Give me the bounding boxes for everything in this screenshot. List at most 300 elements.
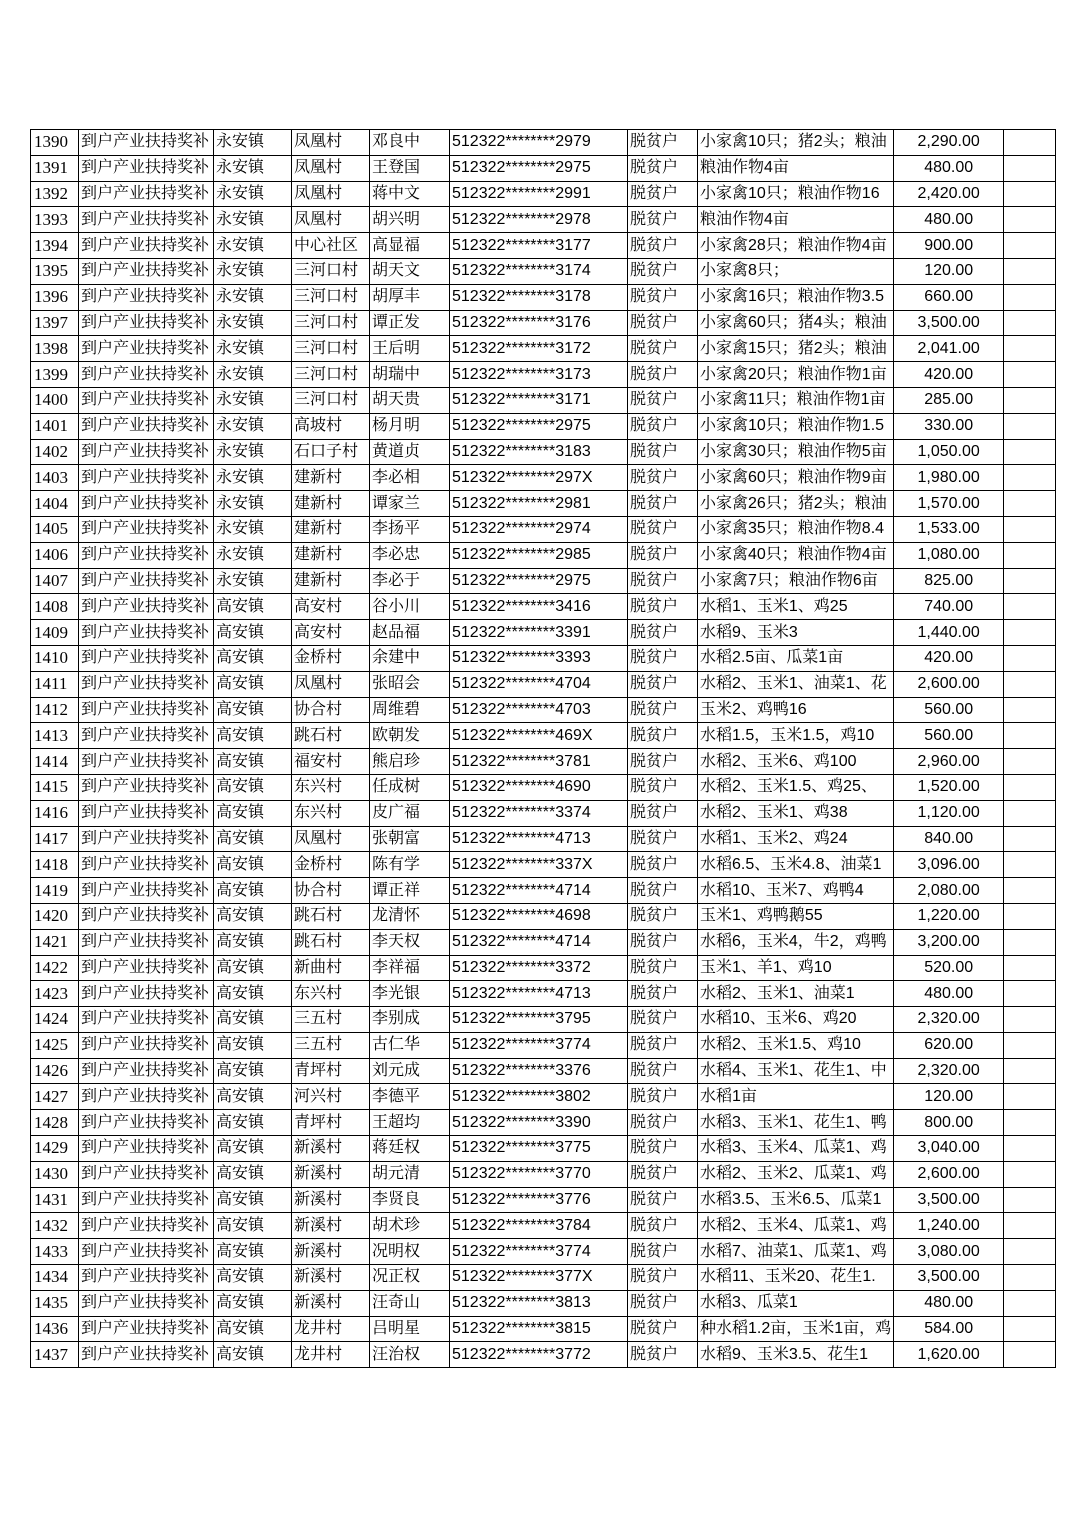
- household-type-cell: 脱贫户: [628, 491, 698, 517]
- id-number-cell: 512322********3795: [450, 1007, 628, 1033]
- industry-detail-cell: 种水稻1.2亩，玉米1亩，鸡: [698, 1316, 894, 1342]
- industry-detail-cell: 玉米1、鸡鸭鹅55: [698, 903, 894, 929]
- table-row: [31, 1342, 1056, 1368]
- table-row: [31, 155, 1056, 181]
- village-cell: 石口子村: [292, 439, 370, 465]
- industry-detail-cell: 水稻1.5，玉米1.5，鸡10: [698, 723, 894, 749]
- amount-cell: 1,570.00: [894, 491, 1004, 517]
- town-cell: 永安镇: [214, 542, 292, 568]
- remark-cell: [1004, 1213, 1056, 1239]
- town-cell: 高安镇: [214, 1316, 292, 1342]
- table-row: [31, 310, 1056, 336]
- name-cell: 熊启珍: [370, 749, 450, 775]
- household-type-cell: 脱贫户: [628, 1136, 698, 1162]
- row-number: 1391: [31, 155, 79, 181]
- project-cell: 到户产业扶持奖补: [79, 258, 214, 284]
- amount-cell: 800.00: [894, 1110, 1004, 1136]
- row-number: 1418: [31, 852, 79, 878]
- household-type-cell: 脱贫户: [628, 981, 698, 1007]
- town-cell: 永安镇: [214, 284, 292, 310]
- remark-cell: [1004, 1265, 1056, 1291]
- project-cell: 到户产业扶持奖补: [79, 1342, 214, 1368]
- remark-cell: [1004, 130, 1056, 156]
- household-type-cell: 脱贫户: [628, 465, 698, 491]
- table-row: [31, 671, 1056, 697]
- remark-cell: [1004, 181, 1056, 207]
- id-number-cell: 512322********3774: [450, 1239, 628, 1265]
- name-cell: 谭正发: [370, 310, 450, 336]
- industry-detail-cell: 小家禽20只；粮油作物1亩: [698, 362, 894, 388]
- table-row: [31, 491, 1056, 517]
- table-row: [31, 413, 1056, 439]
- name-cell: 李贤良: [370, 1187, 450, 1213]
- town-cell: 永安镇: [214, 491, 292, 517]
- village-cell: 跳石村: [292, 929, 370, 955]
- project-cell: 到户产业扶持奖补: [79, 1265, 214, 1291]
- town-cell: 高安镇: [214, 620, 292, 646]
- village-cell: 高安村: [292, 620, 370, 646]
- village-cell: 凤凰村: [292, 181, 370, 207]
- village-cell: 河兴村: [292, 1084, 370, 1110]
- table-row: [31, 878, 1056, 904]
- industry-detail-cell: 水稻3.5、玉米6.5、瓜菜1: [698, 1187, 894, 1213]
- row-number: 1437: [31, 1342, 79, 1368]
- row-number: 1405: [31, 516, 79, 542]
- project-cell: 到户产业扶持奖补: [79, 671, 214, 697]
- amount-cell: 3,500.00: [894, 1265, 1004, 1291]
- project-cell: 到户产业扶持奖补: [79, 336, 214, 362]
- household-type-cell: 脱贫户: [628, 1110, 698, 1136]
- town-cell: 永安镇: [214, 516, 292, 542]
- project-cell: 到户产业扶持奖补: [79, 1084, 214, 1110]
- id-number-cell: 512322********4704: [450, 671, 628, 697]
- row-number: 1410: [31, 645, 79, 671]
- row-number: 1408: [31, 594, 79, 620]
- industry-detail-cell: 水稻3、玉米4、瓜菜1、鸡: [698, 1136, 894, 1162]
- village-cell: 新溪村: [292, 1213, 370, 1239]
- village-cell: 三河口村: [292, 310, 370, 336]
- industry-detail-cell: 水稻9、玉米3.5、花生1: [698, 1342, 894, 1368]
- town-cell: 永安镇: [214, 233, 292, 259]
- amount-cell: 330.00: [894, 413, 1004, 439]
- row-number: 1436: [31, 1316, 79, 1342]
- town-cell: 高安镇: [214, 1290, 292, 1316]
- amount-cell: 1,980.00: [894, 465, 1004, 491]
- project-cell: 到户产业扶持奖补: [79, 465, 214, 491]
- village-cell: 建新村: [292, 542, 370, 568]
- remark-cell: [1004, 774, 1056, 800]
- household-type-cell: 脱贫户: [628, 1161, 698, 1187]
- village-cell: 东兴村: [292, 981, 370, 1007]
- table-row: [31, 181, 1056, 207]
- project-cell: 到户产业扶持奖补: [79, 1110, 214, 1136]
- industry-detail-cell: 水稻2、玉米6、鸡100: [698, 749, 894, 775]
- remark-cell: [1004, 826, 1056, 852]
- household-type-cell: 脱贫户: [628, 362, 698, 388]
- amount-cell: 825.00: [894, 568, 1004, 594]
- remark-cell: [1004, 233, 1056, 259]
- name-cell: 李天权: [370, 929, 450, 955]
- household-type-cell: 脱贫户: [628, 878, 698, 904]
- household-type-cell: 脱贫户: [628, 387, 698, 413]
- village-cell: 新溪村: [292, 1161, 370, 1187]
- row-number: 1412: [31, 697, 79, 723]
- town-cell: 高安镇: [214, 1084, 292, 1110]
- household-type-cell: 脱贫户: [628, 1290, 698, 1316]
- industry-detail-cell: 水稻2、玉米1、鸡38: [698, 800, 894, 826]
- village-cell: 新溪村: [292, 1187, 370, 1213]
- row-number: 1428: [31, 1110, 79, 1136]
- project-cell: 到户产业扶持奖补: [79, 1187, 214, 1213]
- industry-detail-cell: 小家禽40只；粮油作物4亩: [698, 542, 894, 568]
- id-number-cell: 512322********3372: [450, 955, 628, 981]
- name-cell: 王超均: [370, 1110, 450, 1136]
- village-cell: 金桥村: [292, 645, 370, 671]
- town-cell: 永安镇: [214, 439, 292, 465]
- row-number: 1398: [31, 336, 79, 362]
- town-cell: 永安镇: [214, 155, 292, 181]
- id-number-cell: 512322********3177: [450, 233, 628, 259]
- industry-detail-cell: 水稻2、玉米1、油菜1、花: [698, 671, 894, 697]
- household-type-cell: 脱贫户: [628, 439, 698, 465]
- name-cell: 黄道贞: [370, 439, 450, 465]
- id-number-cell: 512322********469X: [450, 723, 628, 749]
- project-cell: 到户产业扶持奖补: [79, 800, 214, 826]
- project-cell: 到户产业扶持奖补: [79, 826, 214, 852]
- row-number: 1407: [31, 568, 79, 594]
- town-cell: 高安镇: [214, 645, 292, 671]
- household-type-cell: 脱贫户: [628, 1316, 698, 1342]
- industry-detail-cell: 小家禽28只；粮油作物4亩: [698, 233, 894, 259]
- remark-cell: [1004, 387, 1056, 413]
- village-cell: 跳石村: [292, 903, 370, 929]
- table-row: [31, 594, 1056, 620]
- remark-cell: [1004, 1187, 1056, 1213]
- town-cell: 永安镇: [214, 336, 292, 362]
- name-cell: 欧朝发: [370, 723, 450, 749]
- project-cell: 到户产业扶持奖补: [79, 878, 214, 904]
- project-cell: 到户产业扶持奖补: [79, 620, 214, 646]
- remark-cell: [1004, 852, 1056, 878]
- table-row: [31, 1187, 1056, 1213]
- household-type-cell: 脱贫户: [628, 1187, 698, 1213]
- village-cell: 三河口村: [292, 284, 370, 310]
- amount-cell: 480.00: [894, 1290, 1004, 1316]
- town-cell: 高安镇: [214, 749, 292, 775]
- id-number-cell: 512322********3171: [450, 387, 628, 413]
- remark-cell: [1004, 491, 1056, 517]
- table-row: [31, 826, 1056, 852]
- household-type-cell: 脱贫户: [628, 671, 698, 697]
- table-row: [31, 1290, 1056, 1316]
- project-cell: 到户产业扶持奖补: [79, 542, 214, 568]
- amount-cell: 3,500.00: [894, 1187, 1004, 1213]
- industry-detail-cell: 水稻3、瓜菜1: [698, 1290, 894, 1316]
- remark-cell: [1004, 620, 1056, 646]
- table-row: [31, 749, 1056, 775]
- name-cell: 周维碧: [370, 697, 450, 723]
- town-cell: 永安镇: [214, 130, 292, 156]
- village-cell: 高安村: [292, 594, 370, 620]
- amount-cell: 584.00: [894, 1316, 1004, 1342]
- household-type-cell: 脱贫户: [628, 955, 698, 981]
- village-cell: 新溪村: [292, 1136, 370, 1162]
- table-body: [31, 130, 1056, 1368]
- table-row: [31, 1213, 1056, 1239]
- town-cell: 高安镇: [214, 1161, 292, 1187]
- row-number: 1396: [31, 284, 79, 310]
- table-row: [31, 1161, 1056, 1187]
- name-cell: 王后明: [370, 336, 450, 362]
- row-number: 1413: [31, 723, 79, 749]
- amount-cell: 520.00: [894, 955, 1004, 981]
- row-number: 1415: [31, 774, 79, 800]
- name-cell: 胡兴明: [370, 207, 450, 233]
- row-number: 1416: [31, 800, 79, 826]
- village-cell: 青坪村: [292, 1058, 370, 1084]
- id-number-cell: 512322********2978: [450, 207, 628, 233]
- table-row: [31, 774, 1056, 800]
- project-cell: 到户产业扶持奖补: [79, 387, 214, 413]
- name-cell: 胡术珍: [370, 1213, 450, 1239]
- row-number: 1433: [31, 1239, 79, 1265]
- amount-cell: 3,040.00: [894, 1136, 1004, 1162]
- project-cell: 到户产业扶持奖补: [79, 774, 214, 800]
- table-row: [31, 336, 1056, 362]
- row-number: 1393: [31, 207, 79, 233]
- village-cell: 建新村: [292, 491, 370, 517]
- row-number: 1419: [31, 878, 79, 904]
- household-type-cell: 脱贫户: [628, 774, 698, 800]
- village-cell: 新溪村: [292, 1239, 370, 1265]
- village-cell: 中心社区: [292, 233, 370, 259]
- household-type-cell: 脱贫户: [628, 542, 698, 568]
- project-cell: 到户产业扶持奖补: [79, 929, 214, 955]
- industry-detail-cell: 小家禽30只；粮油作物5亩: [698, 439, 894, 465]
- village-cell: 三河口村: [292, 362, 370, 388]
- remark-cell: [1004, 749, 1056, 775]
- household-type-cell: 脱贫户: [628, 723, 698, 749]
- industry-detail-cell: 水稻2、玉米4、瓜菜1、鸡: [698, 1213, 894, 1239]
- household-type-cell: 脱贫户: [628, 1342, 698, 1368]
- project-cell: 到户产业扶持奖补: [79, 697, 214, 723]
- row-number: 1426: [31, 1058, 79, 1084]
- household-type-cell: 脱贫户: [628, 413, 698, 439]
- remark-cell: [1004, 929, 1056, 955]
- row-number: 1402: [31, 439, 79, 465]
- id-number-cell: 512322********4714: [450, 878, 628, 904]
- project-cell: 到户产业扶持奖补: [79, 1213, 214, 1239]
- remark-cell: [1004, 1007, 1056, 1033]
- table-row: [31, 1316, 1056, 1342]
- town-cell: 高安镇: [214, 723, 292, 749]
- id-number-cell: 512322********2975: [450, 155, 628, 181]
- household-type-cell: 脱贫户: [628, 310, 698, 336]
- id-number-cell: 512322********3774: [450, 1032, 628, 1058]
- name-cell: 吕明星: [370, 1316, 450, 1342]
- amount-cell: 1,520.00: [894, 774, 1004, 800]
- village-cell: 新溪村: [292, 1265, 370, 1291]
- industry-detail-cell: 水稻1、玉米2、鸡24: [698, 826, 894, 852]
- project-cell: 到户产业扶持奖补: [79, 284, 214, 310]
- id-number-cell: 512322********2981: [450, 491, 628, 517]
- project-cell: 到户产业扶持奖补: [79, 362, 214, 388]
- table-row: [31, 852, 1056, 878]
- remark-cell: [1004, 594, 1056, 620]
- household-type-cell: 脱贫户: [628, 1265, 698, 1291]
- table-row: [31, 1084, 1056, 1110]
- name-cell: 谭家兰: [370, 491, 450, 517]
- town-cell: 高安镇: [214, 852, 292, 878]
- data-table: [30, 129, 1056, 1368]
- name-cell: 张朝富: [370, 826, 450, 852]
- table-row: [31, 233, 1056, 259]
- town-cell: 高安镇: [214, 1342, 292, 1368]
- town-cell: 永安镇: [214, 568, 292, 594]
- industry-detail-cell: 水稻10、玉米7、鸡鸭4: [698, 878, 894, 904]
- id-number-cell: 512322********2975: [450, 568, 628, 594]
- project-cell: 到户产业扶持奖补: [79, 903, 214, 929]
- industry-detail-cell: 水稻7、油菜1、瓜菜1、鸡: [698, 1239, 894, 1265]
- name-cell: 刘元成: [370, 1058, 450, 1084]
- amount-cell: 2,960.00: [894, 749, 1004, 775]
- name-cell: 李德平: [370, 1084, 450, 1110]
- row-number: 1435: [31, 1290, 79, 1316]
- household-type-cell: 脱贫户: [628, 1239, 698, 1265]
- village-cell: 龙井村: [292, 1316, 370, 1342]
- amount-cell: 1,440.00: [894, 620, 1004, 646]
- id-number-cell: 512322********2991: [450, 181, 628, 207]
- amount-cell: 1,120.00: [894, 800, 1004, 826]
- amount-cell: 2,320.00: [894, 1007, 1004, 1033]
- name-cell: 胡瑞中: [370, 362, 450, 388]
- project-cell: 到户产业扶持奖补: [79, 413, 214, 439]
- project-cell: 到户产业扶持奖补: [79, 1316, 214, 1342]
- industry-detail-cell: 水稻10、玉米6、鸡20: [698, 1007, 894, 1033]
- village-cell: 凤凰村: [292, 207, 370, 233]
- row-number: 1409: [31, 620, 79, 646]
- row-number: 1395: [31, 258, 79, 284]
- table-row: [31, 903, 1056, 929]
- table-row: [31, 697, 1056, 723]
- project-cell: 到户产业扶持奖补: [79, 130, 214, 156]
- town-cell: 永安镇: [214, 258, 292, 284]
- name-cell: 李祥福: [370, 955, 450, 981]
- name-cell: 李必于: [370, 568, 450, 594]
- industry-detail-cell: 小家禽8只；: [698, 258, 894, 284]
- village-cell: 新溪村: [292, 1290, 370, 1316]
- industry-detail-cell: 小家禽10只；猪2头；粮油: [698, 130, 894, 156]
- remark-cell: [1004, 155, 1056, 181]
- village-cell: 东兴村: [292, 800, 370, 826]
- village-cell: 新曲村: [292, 955, 370, 981]
- name-cell: 李必相: [370, 465, 450, 491]
- amount-cell: 3,096.00: [894, 852, 1004, 878]
- name-cell: 陈有学: [370, 852, 450, 878]
- name-cell: 胡元清: [370, 1161, 450, 1187]
- id-number-cell: 512322********3178: [450, 284, 628, 310]
- name-cell: 任成树: [370, 774, 450, 800]
- amount-cell: 3,500.00: [894, 310, 1004, 336]
- household-type-cell: 脱贫户: [628, 645, 698, 671]
- remark-cell: [1004, 516, 1056, 542]
- name-cell: 古仁华: [370, 1032, 450, 1058]
- household-type-cell: 脱贫户: [628, 826, 698, 852]
- row-number: 1417: [31, 826, 79, 852]
- town-cell: 永安镇: [214, 181, 292, 207]
- industry-detail-cell: 水稻2、玉米1.5、鸡10: [698, 1032, 894, 1058]
- table-row: [31, 568, 1056, 594]
- amount-cell: 3,200.00: [894, 929, 1004, 955]
- industry-detail-cell: 水稻4、玉米1、花生1、中: [698, 1058, 894, 1084]
- remark-cell: [1004, 336, 1056, 362]
- id-number-cell: 512322********3813: [450, 1290, 628, 1316]
- name-cell: 余建中: [370, 645, 450, 671]
- project-cell: 到户产业扶持奖补: [79, 1290, 214, 1316]
- village-cell: 跳石村: [292, 723, 370, 749]
- remark-cell: [1004, 645, 1056, 671]
- household-type-cell: 脱贫户: [628, 620, 698, 646]
- project-cell: 到户产业扶持奖补: [79, 749, 214, 775]
- amount-cell: 2,420.00: [894, 181, 1004, 207]
- industry-detail-cell: 小家禽7只；粮油作物6亩: [698, 568, 894, 594]
- row-number: 1401: [31, 413, 79, 439]
- town-cell: 高安镇: [214, 1136, 292, 1162]
- row-number: 1431: [31, 1187, 79, 1213]
- id-number-cell: 512322********2974: [450, 516, 628, 542]
- id-number-cell: 512322********2985: [450, 542, 628, 568]
- id-number-cell: 512322********3183: [450, 439, 628, 465]
- row-number: 1404: [31, 491, 79, 517]
- project-cell: 到户产业扶持奖补: [79, 955, 214, 981]
- row-number: 1399: [31, 362, 79, 388]
- town-cell: 高安镇: [214, 671, 292, 697]
- id-number-cell: 512322********3393: [450, 645, 628, 671]
- project-cell: 到户产业扶持奖补: [79, 568, 214, 594]
- village-cell: 高坡村: [292, 413, 370, 439]
- project-cell: 到户产业扶持奖补: [79, 155, 214, 181]
- remark-cell: [1004, 1290, 1056, 1316]
- remark-cell: [1004, 284, 1056, 310]
- town-cell: 高安镇: [214, 981, 292, 1007]
- row-number: 1429: [31, 1136, 79, 1162]
- row-number: 1414: [31, 749, 79, 775]
- village-cell: 协合村: [292, 697, 370, 723]
- id-number-cell: 512322********4698: [450, 903, 628, 929]
- table-row: [31, 1110, 1056, 1136]
- id-number-cell: 512322********4714: [450, 929, 628, 955]
- industry-detail-cell: 水稻9、玉米3: [698, 620, 894, 646]
- project-cell: 到户产业扶持奖补: [79, 1136, 214, 1162]
- household-type-cell: 脱贫户: [628, 1213, 698, 1239]
- village-cell: 建新村: [292, 568, 370, 594]
- town-cell: 高安镇: [214, 1239, 292, 1265]
- household-type-cell: 脱贫户: [628, 749, 698, 775]
- amount-cell: 120.00: [894, 258, 1004, 284]
- table-row: [31, 362, 1056, 388]
- amount-cell: 480.00: [894, 207, 1004, 233]
- remark-cell: [1004, 955, 1056, 981]
- household-type-cell: 脱贫户: [628, 207, 698, 233]
- row-number: 1425: [31, 1032, 79, 1058]
- project-cell: 到户产业扶持奖补: [79, 852, 214, 878]
- amount-cell: 560.00: [894, 697, 1004, 723]
- town-cell: 高安镇: [214, 1058, 292, 1084]
- household-type-cell: 脱贫户: [628, 852, 698, 878]
- town-cell: 永安镇: [214, 387, 292, 413]
- id-number-cell: 512322********3176: [450, 310, 628, 336]
- industry-detail-cell: 粮油作物4亩: [698, 155, 894, 181]
